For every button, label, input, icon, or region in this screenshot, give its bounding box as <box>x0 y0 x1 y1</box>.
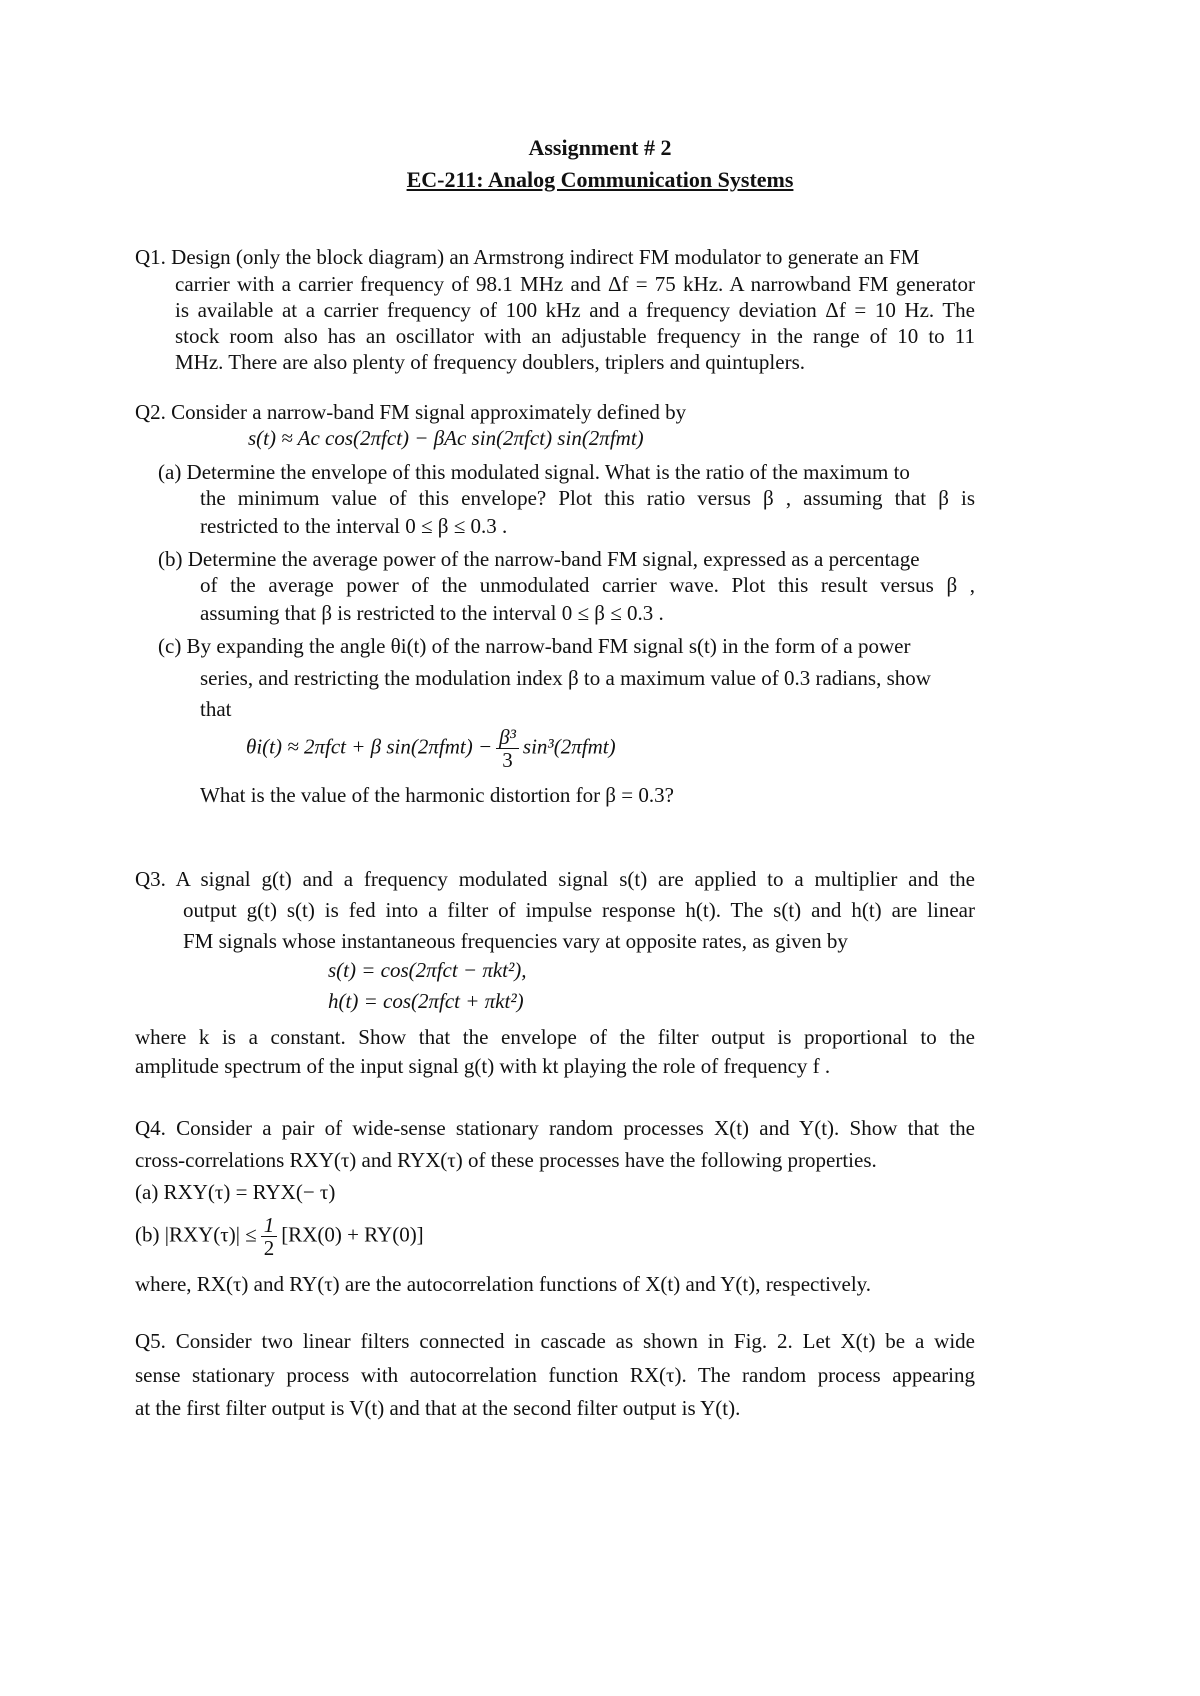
q1-line-1: Q1. Design (only the block diagram) an Armstrong indirect FM modulator to generate an FM <box>135 245 920 269</box>
q4-b-numerator: 1 <box>261 1214 278 1237</box>
q3-closing-2: amplitude spectrum of the input signal g(t) with kt playing the role of frequency f . <box>135 1054 831 1078</box>
q4-line-1: Q4. Consider a pair of wide-sense stationary random processes X(t) and Y(t). Show that the <box>135 1116 975 1140</box>
q3-equation-h: h(t) = cos(2πfct + πkt²) <box>328 989 524 1013</box>
q2-intro: Q2. Consider a narrow-band FM signal approximately defined by <box>135 400 687 424</box>
q3-line-1: Q3. A signal g(t) and a frequency modulated signal s(t) are applied to a multiplier and the <box>135 867 975 891</box>
q2a-line-3: restricted to the interval 0 ≤ β ≤ 0.3 . <box>200 514 508 538</box>
q2-eq2-fraction <box>496 726 519 771</box>
q1-line-3: is available at a carrier frequency of 100 kHz and a frequency deviation Δf = 10 Hz. The <box>175 298 975 322</box>
q2-eq2-right: sin³(2πfmt) <box>522 734 616 759</box>
q4-line-2: cross-correlations RXY(τ) and RYX(τ) of these processes have the following properties. <box>135 1148 877 1172</box>
q2-equation-1: s(t) ≈ Ac cos(2πfct) − βAc sin(2πfct) sin(2πfmt) <box>248 426 644 450</box>
q5-line-3: at the first filter output is V(t) and that at the second filter output is Y(t). <box>135 1396 741 1420</box>
q2c-question: What is the value of the harmonic distortion for β = 0.3? <box>200 783 674 807</box>
q3-line-3: FM signals whose instantaneous frequencies vary at opposite rates, as given by <box>183 929 848 953</box>
q4-b-fraction <box>261 1214 278 1259</box>
q4-closing: where, RX(τ) and RY(τ) are the autocorrelation functions of X(t) and Y(t), respectively. <box>135 1272 872 1296</box>
q3-closing-1: where k is a constant. Show that the envelope of the filter output is proportional to the <box>135 1025 975 1049</box>
q5-line-1: Q5. Consider two linear filters connected in cascade as shown in Fig. 2. Let X(t) be a wide <box>135 1329 975 1353</box>
assignment-title: Assignment # 2 <box>528 135 672 160</box>
q3-line-2: output g(t) s(t) is fed into a filter of impulse response h(t). The s(t) and h(t) are linear <box>183 898 975 922</box>
q4-property-b <box>135 1214 424 1259</box>
q4-property-a: (a) RXY(τ) = RYX(− τ) <box>135 1180 336 1204</box>
q5-line-2: sense stationary process with autocorrelation function RX(τ). The random process appearing <box>135 1363 975 1387</box>
q2c-line-3: that <box>200 697 232 721</box>
q2c-line-1: (c) By expanding the angle θi(t) of the narrow-band FM signal s(t) in the form of a power <box>158 634 911 658</box>
q2a-line-2: the minimum value of this envelope? Plot this ratio versus β , assuming that β is <box>200 486 975 510</box>
q1-line-4: stock room also has an oscillator with an adjustable frequency in the range of 10 to 11 <box>175 324 975 348</box>
course-title <box>0 167 1200 193</box>
q2b-line-3: assuming that β is restricted to the interval 0 ≤ β ≤ 0.3 . <box>200 601 664 625</box>
q4-b-left: (b) |RXY(τ)| ≤ <box>135 1222 257 1247</box>
q2c-line-2: series, and restricting the modulation index β to a maximum value of 0.3 radians, show <box>200 666 931 690</box>
q2-eq2-numerator: β³ <box>496 726 519 749</box>
q1-line-2: carrier with a carrier frequency of 98.1 MHz and Δf = 75 kHz. A narrowband FM generator <box>175 272 975 296</box>
q3-equation-s: s(t) = cos(2πfct − πkt²), <box>328 958 527 982</box>
q1-line-5: MHz. There are also plenty of frequency doublers, triplers and quintuplers. <box>175 350 805 374</box>
q4-b-denominator: 2 <box>263 1236 275 1260</box>
course-title-text: EC-211: Analog Communication Systems <box>406 167 794 192</box>
q2b-line-2: of the average power of the unmodulated carrier wave. Plot this result versus β , <box>200 573 975 597</box>
q2-eq2-left: θi(t) ≈ 2πfct + β sin(2πfmt) − <box>246 734 493 759</box>
q2-eq2-denominator: 3 <box>502 748 513 772</box>
q4-b-right: [RX(0) + RY(0)] <box>281 1222 424 1247</box>
q2-equation-2 <box>246 726 616 771</box>
q2a-line-1: (a) Determine the envelope of this modulated signal. What is the ratio of the maximum to <box>158 460 910 484</box>
q2b-line-1: (b) Determine the average power of the narrow-band FM signal, expressed as a percentage <box>158 547 920 571</box>
